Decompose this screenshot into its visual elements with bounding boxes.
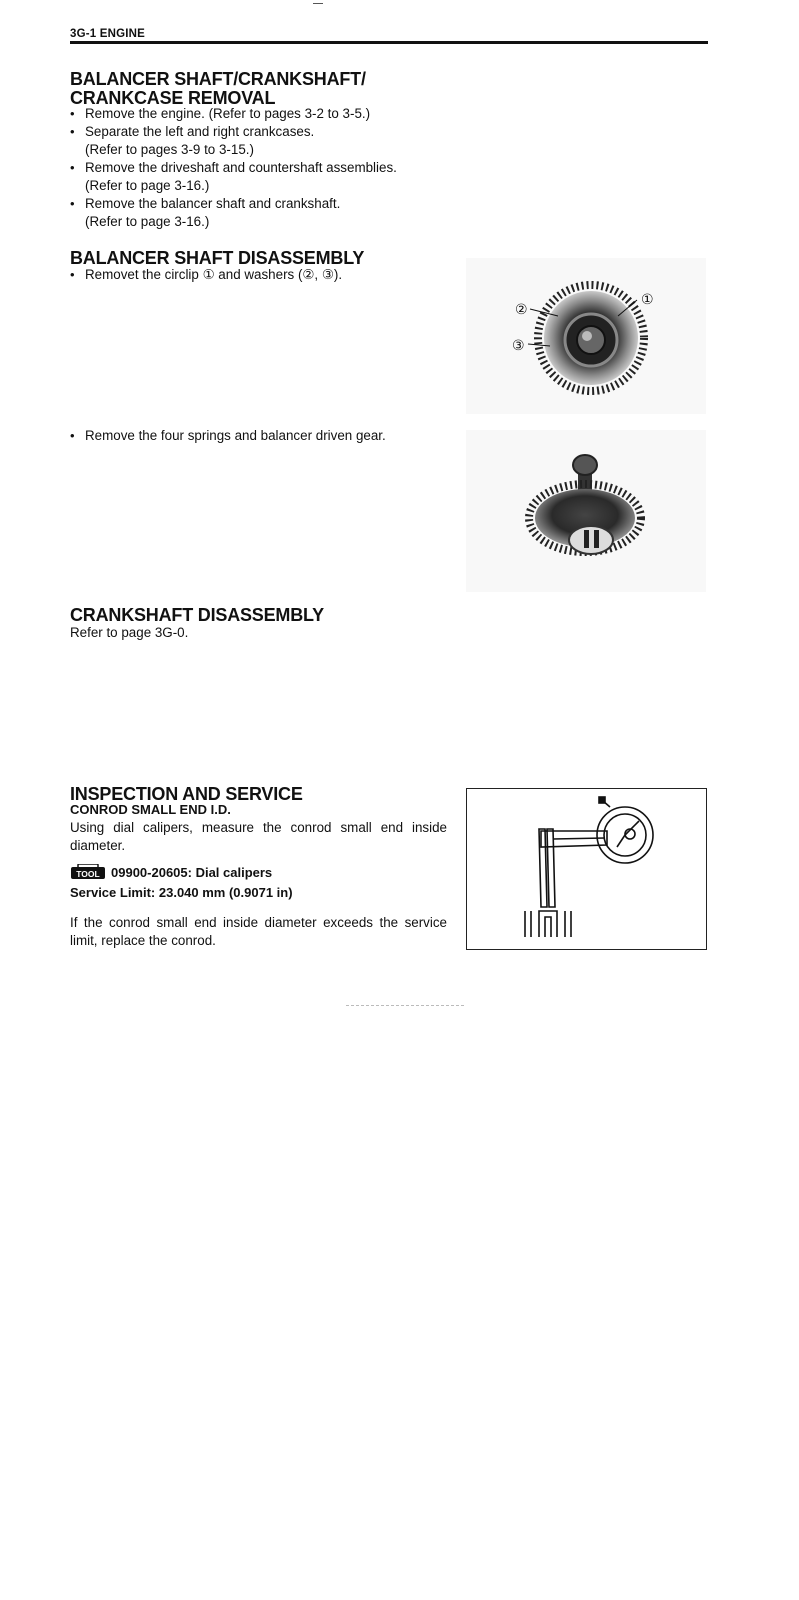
callout-1: ① xyxy=(641,292,654,308)
step-text: Separate the left and right crankcases. xyxy=(85,124,315,139)
callout-3: ③ xyxy=(512,338,525,354)
step-reference: (Refer to pages 3-9 to 3-15.) xyxy=(85,142,254,157)
gear-illustration xyxy=(466,258,706,414)
balancer-title: BALANCER SHAFT DISASSEMBLY xyxy=(70,248,365,268)
removal-step xyxy=(70,159,446,195)
crankshaft-text: Refer to page 3G-0. xyxy=(70,625,189,640)
removal-title-line-2: CRANKCASE REMOVAL xyxy=(70,88,276,108)
page-header xyxy=(70,28,708,44)
crankshaft-title: CRANKSHAFT DISASSEMBLY xyxy=(70,605,324,625)
tool-line xyxy=(70,864,272,882)
replace-note: If the conrod small end inside diameter exceeds the service limit, replace the conrod. xyxy=(70,915,447,948)
driven-gear-illustration xyxy=(466,430,706,592)
service-limit: Service Limit: 23.040 mm (0.9071 in) xyxy=(70,885,293,900)
driven-gear-photo xyxy=(466,430,706,592)
step-reference: (Refer to page 3-16.) xyxy=(85,178,210,193)
removal-title-line-1: BALANCER SHAFT/CRANKSHAFT/ xyxy=(70,69,366,89)
scan-mark xyxy=(346,1005,464,1007)
dial-needle xyxy=(625,821,639,835)
step-text: Remove the four springs and balancer driven gear. xyxy=(85,428,386,443)
removal-step xyxy=(70,123,446,159)
balancer-step-2-list xyxy=(70,427,450,445)
step-text: Remove the engine. (Refer to pages 3-2 to 3-5.) xyxy=(85,106,371,121)
caliper-arm-2 xyxy=(547,829,555,907)
step-text: Remove the driveshaft and countershaft assemblies. xyxy=(85,160,397,175)
removal-step xyxy=(70,105,446,123)
dial-caliper-figure xyxy=(466,788,707,950)
dial-caliper-illustration xyxy=(467,789,706,949)
circlip xyxy=(577,326,605,354)
header-rule xyxy=(70,41,708,44)
removal-steps xyxy=(70,105,446,231)
step-reference: (Refer to page 3-16.) xyxy=(85,214,210,229)
conrod-left-leg xyxy=(525,911,531,937)
balancer-gear-photo xyxy=(466,258,706,414)
step-text: Remove the balancer shaft and crankshaft. xyxy=(85,196,341,211)
tool-number: 09900-20605: Dial calipers xyxy=(111,865,273,880)
inspection-title: INSPECTION AND SERVICE xyxy=(70,784,303,804)
removal-step xyxy=(70,195,446,231)
conrod-small-end xyxy=(539,911,557,937)
balancer-step xyxy=(70,266,450,284)
inspection-text: Using dial calipers, measure the conrod small end inside diameter. xyxy=(70,820,447,853)
section-header: 3G-1 ENGINE xyxy=(70,28,146,40)
step-text: Removet the circlip ① and washers (②, ③). xyxy=(85,267,343,282)
balancer-step xyxy=(70,427,450,445)
scan-mark xyxy=(313,3,323,4)
conrod-right-leg xyxy=(565,911,571,937)
callout-2: ② xyxy=(515,302,528,318)
balancer-step-1-list xyxy=(70,266,450,284)
tool-icon-label: TOOL xyxy=(76,869,100,879)
shaft-center xyxy=(582,331,592,341)
hub xyxy=(569,526,613,554)
inspection-subtitle: CONROD SMALL END I.D. xyxy=(70,802,231,817)
tool-icon xyxy=(70,864,106,880)
